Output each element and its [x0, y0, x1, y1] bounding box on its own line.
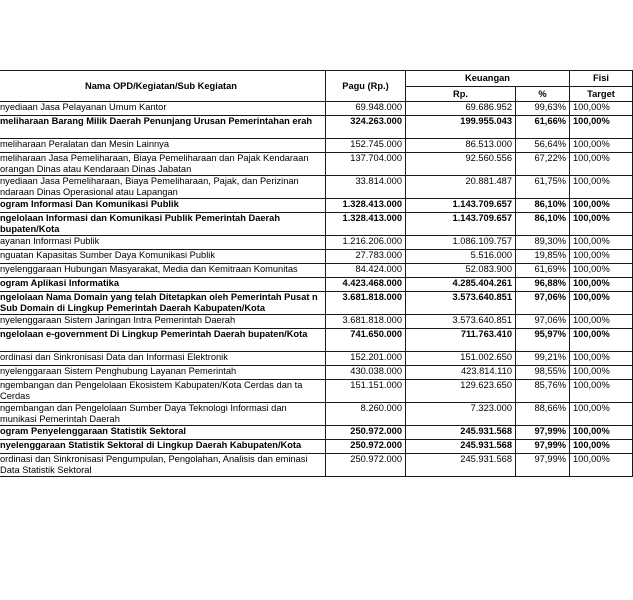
row-persen-cell: 86,10%: [516, 199, 570, 213]
table-row: [0, 264, 633, 278]
row-realisasi-cell: 3.573.640.851: [406, 315, 516, 329]
row-name-cell: nyelenggaraan Statistik Sektoral di Lingkup Daerah Kabupaten/Kota: [0, 440, 326, 454]
row-name-cell: nguatan Kapasitas Sumber Daya Komunikasi Publik: [0, 250, 326, 264]
row-realisasi-cell: 52.083.900: [406, 264, 516, 278]
table-row: [0, 403, 633, 426]
row-persen-cell: 97,99%: [516, 440, 570, 454]
row-realisasi-cell: 1.143.709.657: [406, 213, 516, 236]
row-persen-cell: 61,75%: [516, 176, 570, 199]
row-target-cell: 100,00%: [570, 176, 633, 199]
row-name-cell: ngelolaan Informasi dan Komunikasi Publik Pemerintah Daerah bupaten/Kota: [0, 213, 326, 236]
header-pagu: Pagu (Rp.): [326, 71, 406, 102]
row-target-cell: 100,00%: [570, 116, 633, 139]
table-row: [0, 116, 633, 139]
table-row: [0, 292, 633, 315]
row-realisasi-cell: 92.560.556: [406, 153, 516, 176]
row-pagu-cell: 69.948.000: [326, 102, 406, 116]
row-name-cell: meliharaan Barang Milik Daerah Penunjang Urusan Pemerintahan erah: [0, 116, 326, 139]
row-pagu-cell: 324.263.000: [326, 116, 406, 139]
row-name-cell: nyelenggaraan Sistem Penghubung Layanan Pemerintah: [0, 366, 326, 380]
row-realisasi-cell: 711.763.410: [406, 329, 516, 352]
row-name-cell: nyelenggaraan Sistem Jaringan Intra Pemerintah Daerah: [0, 315, 326, 329]
budget-realization-sheet: [0, 70, 615, 518]
row-name-cell: nyediaan Jasa Pemeliharaan, Biaya Pemeliharaan, Pajak, dan Perizinan ndaraan Dinas Operasional atau Lapangan: [0, 176, 326, 199]
row-target-cell: 100,00%: [570, 352, 633, 366]
row-pagu-cell: 741.650.000: [326, 329, 406, 352]
row-name-cell: ordinasi dan Sinkronisasi Data dan Informasi Elektronik: [0, 352, 326, 366]
table-row: [0, 176, 633, 199]
row-target-cell: 100,00%: [570, 366, 633, 380]
row-pagu-cell: 152.745.000: [326, 139, 406, 153]
row-name-cell: ogram Aplikasi Informatika: [0, 278, 326, 292]
row-name-cell: nyelenggaraan Hubungan Masyarakat, Media dan Kemitraan Komunitas: [0, 264, 326, 278]
table-row: [0, 329, 633, 352]
table-row: [0, 380, 633, 403]
row-pagu-cell: 27.783.000: [326, 250, 406, 264]
row-realisasi-cell: 245.931.568: [406, 440, 516, 454]
row-persen-cell: 98,55%: [516, 366, 570, 380]
row-name-cell: ogram Informasi Dan Komunikasi Publik: [0, 199, 326, 213]
header-persen: %: [516, 87, 570, 102]
row-target-cell: 100,00%: [570, 292, 633, 315]
table-row: [0, 278, 633, 292]
row-pagu-cell: 250.972.000: [326, 426, 406, 440]
row-pagu-cell: 137.704.000: [326, 153, 406, 176]
row-realisasi-cell: 1.143.709.657: [406, 199, 516, 213]
table-row: [0, 352, 633, 366]
table-row: [0, 199, 633, 213]
row-pagu-cell: 1.328.413.000: [326, 213, 406, 236]
row-name-cell: ayanan Informasi Publik: [0, 236, 326, 250]
row-pagu-cell: 84.424.000: [326, 264, 406, 278]
row-target-cell: 100,00%: [570, 329, 633, 352]
header-keuangan: Keuangan: [406, 71, 570, 87]
row-target-cell: 100,00%: [570, 380, 633, 403]
row-persen-cell: 88,66%: [516, 403, 570, 426]
row-pagu-cell: 1.328.413.000: [326, 199, 406, 213]
row-pagu-cell: 250.972.000: [326, 440, 406, 454]
row-pagu-cell: 33.814.000: [326, 176, 406, 199]
row-realisasi-cell: 151.002.650: [406, 352, 516, 366]
row-name-cell: nyediaan Jasa Pelayanan Umum Kantor: [0, 102, 326, 116]
row-persen-cell: 89,30%: [516, 236, 570, 250]
row-persen-cell: 95,97%: [516, 329, 570, 352]
row-target-cell: 100,00%: [570, 139, 633, 153]
table-row: [0, 153, 633, 176]
row-pagu-cell: 250.972.000: [326, 454, 406, 477]
budget-table: [0, 70, 633, 477]
header-target: Target: [570, 87, 633, 102]
row-persen-cell: 56,64%: [516, 139, 570, 153]
row-pagu-cell: 3.681.818.000: [326, 292, 406, 315]
row-persen-cell: 96,88%: [516, 278, 570, 292]
table-row: [0, 366, 633, 380]
row-target-cell: 100,00%: [570, 315, 633, 329]
header-row-1: [0, 71, 633, 87]
row-target-cell: 100,00%: [570, 250, 633, 264]
row-persen-cell: 19,85%: [516, 250, 570, 264]
row-persen-cell: 61,69%: [516, 264, 570, 278]
row-persen-cell: 97,06%: [516, 315, 570, 329]
row-persen-cell: 85,76%: [516, 380, 570, 403]
table-row: [0, 426, 633, 440]
row-target-cell: 100,00%: [570, 199, 633, 213]
row-realisasi-cell: 3.573.640.851: [406, 292, 516, 315]
header-rp: Rp.: [406, 87, 516, 102]
row-realisasi-cell: 4.285.404.261: [406, 278, 516, 292]
table-row: [0, 236, 633, 250]
row-realisasi-cell: 7.323.000: [406, 403, 516, 426]
row-target-cell: 100,00%: [570, 403, 633, 426]
row-name-cell: ngembangan dan Pengelolaan Ekosistem Kabupaten/Kota Cerdas dan ta Cerdas: [0, 380, 326, 403]
table-row: [0, 139, 633, 153]
row-pagu-cell: 151.151.000: [326, 380, 406, 403]
row-name-cell: meliharaan Peralatan dan Mesin Lainnya: [0, 139, 326, 153]
row-target-cell: 100,00%: [570, 213, 633, 236]
row-name-cell: meliharaan Jasa Pemeliharaan, Biaya Pemeliharaan dan Pajak Kendaraan orangan Dinas atau Kendaraan Dinas Jabatan: [0, 153, 326, 176]
header-nama: Nama OPD/Kegiatan/Sub Kegiatan: [0, 71, 326, 102]
row-target-cell: 100,00%: [570, 236, 633, 250]
table-row: [0, 250, 633, 264]
row-name-cell: ordinasi dan Sinkronisasi Pengumpulan, Pengolahan, Analisis dan eminasi Data Statistik Sektoral: [0, 454, 326, 477]
row-target-cell: 100,00%: [570, 264, 633, 278]
row-pagu-cell: 430.038.000: [326, 366, 406, 380]
row-persen-cell: 97,06%: [516, 292, 570, 315]
row-realisasi-cell: 245.931.568: [406, 426, 516, 440]
row-persen-cell: 97,99%: [516, 426, 570, 440]
row-target-cell: 100,00%: [570, 278, 633, 292]
row-persen-cell: 97,99%: [516, 454, 570, 477]
table-row: [0, 440, 633, 454]
row-name-cell: ngembangan dan Pengelolaan Sumber Daya Teknologi Informasi dan munikasi Pemerintah Daerah: [0, 403, 326, 426]
row-pagu-cell: 3.681.818.000: [326, 315, 406, 329]
row-realisasi-cell: 423.814.110: [406, 366, 516, 380]
row-realisasi-cell: 199.955.043: [406, 116, 516, 139]
row-realisasi-cell: 20.881.487: [406, 176, 516, 199]
row-persen-cell: 99,21%: [516, 352, 570, 366]
row-realisasi-cell: 86.513.000: [406, 139, 516, 153]
row-name-cell: ogram Penyelenggaraan Statistik Sektoral: [0, 426, 326, 440]
header-fisik: Fisi: [570, 71, 633, 87]
row-realisasi-cell: 245.931.568: [406, 454, 516, 477]
row-target-cell: 100,00%: [570, 454, 633, 477]
row-name-cell: ngelolaan e-government Di Lingkup Pemerintah Daerah bupaten/Kota: [0, 329, 326, 352]
table-row: [0, 454, 633, 477]
row-target-cell: 100,00%: [570, 440, 633, 454]
row-realisasi-cell: 5.516.000: [406, 250, 516, 264]
row-pagu-cell: 8.260.000: [326, 403, 406, 426]
table-row: [0, 213, 633, 236]
row-persen-cell: 86,10%: [516, 213, 570, 236]
row-realisasi-cell: 69.686.952: [406, 102, 516, 116]
row-name-cell: ngelolaan Nama Domain yang telah Ditetapkan oleh Pemerintah Pusat n Sub Domain di Lingkup Pemerintah Daerah Kabupaten/Kota: [0, 292, 326, 315]
row-persen-cell: 67,22%: [516, 153, 570, 176]
row-pagu-cell: 1.216.206.000: [326, 236, 406, 250]
table-body: [0, 102, 633, 477]
table-row: [0, 102, 633, 116]
row-target-cell: 100,00%: [570, 153, 633, 176]
row-persen-cell: 99,63%: [516, 102, 570, 116]
row-realisasi-cell: 129.623.650: [406, 380, 516, 403]
row-realisasi-cell: 1.086.109.757: [406, 236, 516, 250]
table-row: [0, 315, 633, 329]
row-pagu-cell: 152.201.000: [326, 352, 406, 366]
row-pagu-cell: 4.423.468.000: [326, 278, 406, 292]
row-target-cell: 100,00%: [570, 426, 633, 440]
row-persen-cell: 61,66%: [516, 116, 570, 139]
row-target-cell: 100,00%: [570, 102, 633, 116]
